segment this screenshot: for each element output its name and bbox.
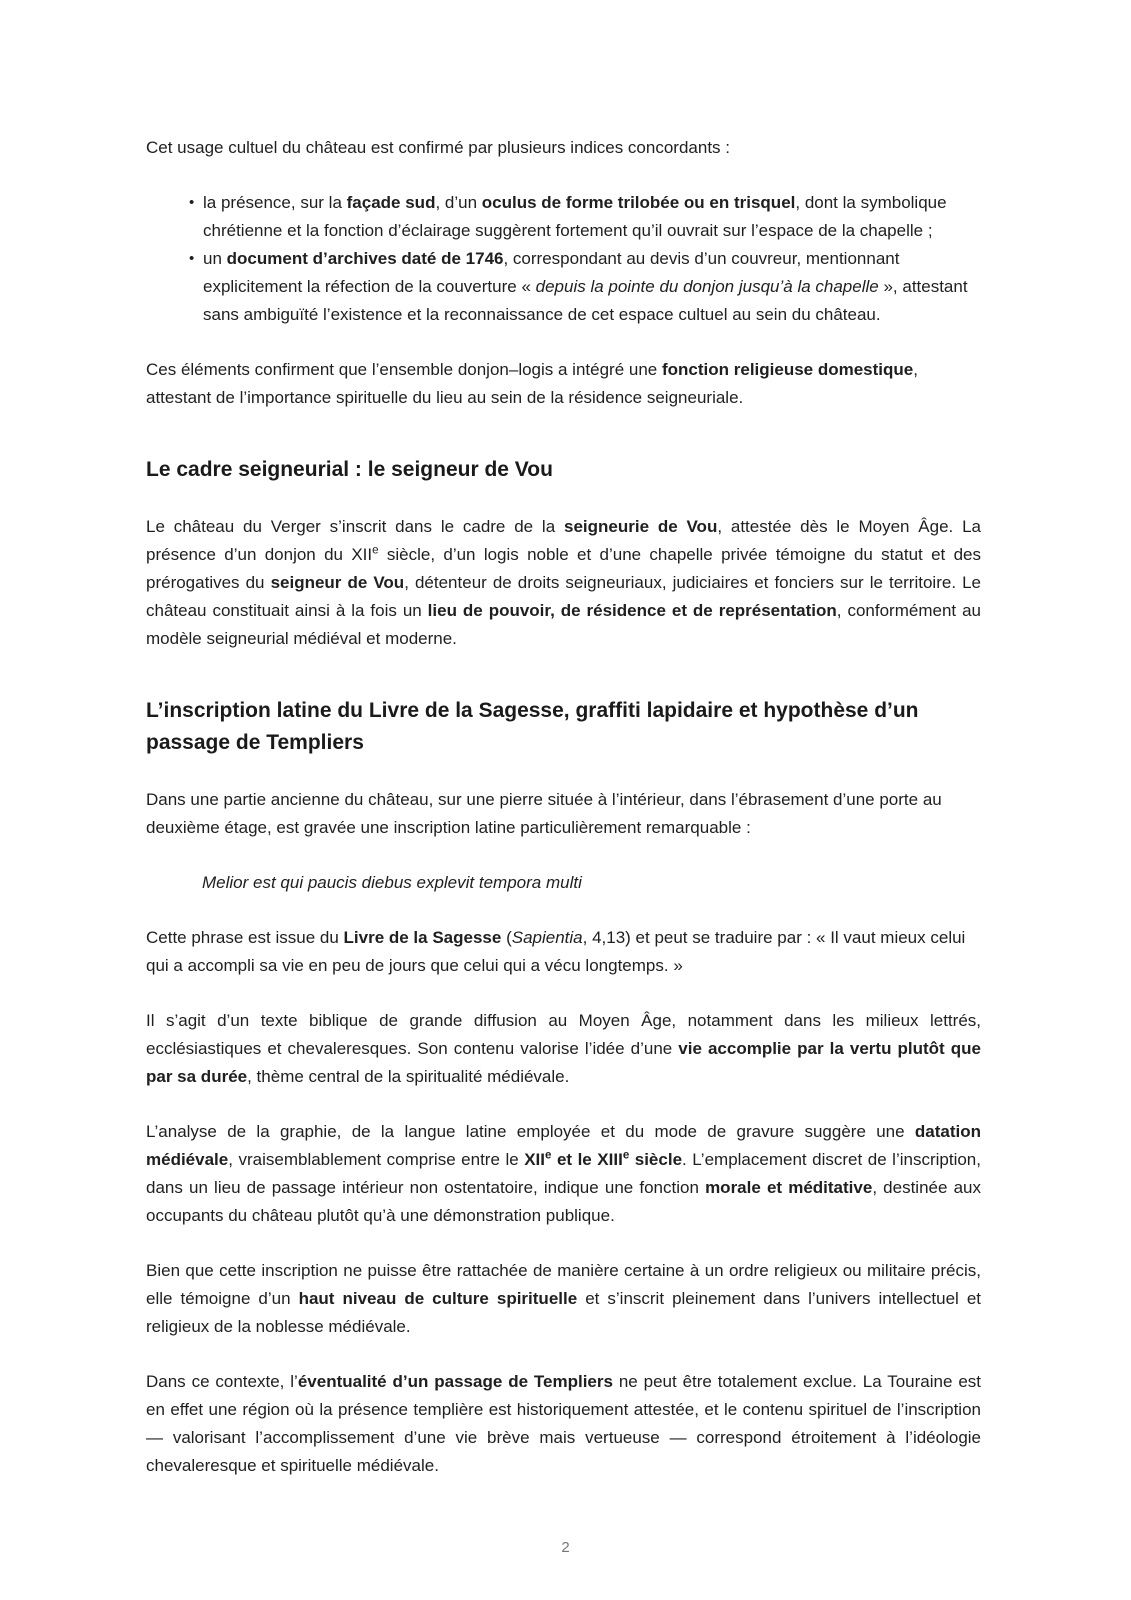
templiers-paragraph <box>146 1368 981 1480</box>
text-run: siècle <box>629 1150 683 1169</box>
text-run: Le château du Verger s’inscrit dans le cadre de la <box>146 517 564 536</box>
text-run: morale et méditative <box>705 1178 873 1197</box>
text-run: ( <box>501 928 512 947</box>
text-run: L’inscription latine du Livre de la Sagesse, graffiti lapidaire et hypothèse d’un passage de Templiers <box>146 699 919 754</box>
text-run: haut niveau de culture spirituelle <box>298 1289 578 1308</box>
text-run: Sapientia <box>511 928 583 947</box>
text-run: seigneurie de Vou <box>563 517 718 536</box>
text-run: ne peut être totalement exclue. La Touraine est en effet une région où la présence templière est historiquement attestée, et le contenu spirituel de l’inscription — valorisant l’accomplissement d’une vie brève mais vertueuse — correspond étroitement à l’idéologie chevaleresque et spirituelle médiévale. <box>146 1372 981 1475</box>
text-run: et s’inscrit pleinement dans l’univers intellectuel et religieux de la noblesse médiévale. <box>146 1289 981 1336</box>
text-run: Ces éléments confirment que l’ensemble donjon–logis a intégré une <box>146 360 662 379</box>
datation-paragraph <box>146 1118 981 1230</box>
text-run: , destinée aux occupants du château plutôt qu’à une démonstration publique. <box>146 1178 982 1225</box>
culture-spirituelle-paragraph <box>146 1257 981 1341</box>
text-run: fonction religieuse domestique <box>661 360 914 379</box>
text-run: Bien que cette inscription ne puisse être rattachée de manière certaine à un ordre religieux ou militaire précis, elle témoigne d’un <box>146 1261 981 1308</box>
text-run: et le XIII <box>551 1150 623 1169</box>
section-heading-cadre-seigneurial <box>146 454 981 486</box>
inscription-intro-paragraph <box>146 786 981 842</box>
text-run: Cet usage cultuel du château est confirmé par plusieurs indices concordants : <box>146 138 730 157</box>
text-run: Dans ce contexte, l’ <box>146 1372 298 1391</box>
evidence-bullet-list <box>146 189 981 329</box>
text-run: Livre de la Sagesse <box>343 928 502 947</box>
seigneurie-paragraph <box>146 513 981 653</box>
text-run: , conformément au modèle seigneurial médiéval et moderne. <box>146 601 981 648</box>
text-run: . L’emplacement discret de l’inscription, dans un lieu de passage intérieur non ostentatoire, indique une fonction <box>146 1150 981 1197</box>
text-run: e <box>545 1149 552 1162</box>
text-run: la présence, sur la <box>203 193 347 212</box>
text-run: document d’archives daté de 1746 <box>226 249 504 268</box>
text-run: , thème central de la spiritualité médiévale. <box>247 1067 570 1086</box>
text-run: », attestant sans ambiguïté l’existence et la reconnaissance de cet espace cultuel au sein du château. <box>203 277 968 324</box>
text-run: , correspondant au devis d’un couvreur, mentionnant explicitement la réfection de la couverture « <box>203 249 900 296</box>
text-run: e <box>372 544 379 557</box>
text-run: , dont la symbolique chrétienne et la fonction d’éclairage suggèrent fortement qu’il ouvrait sur l’espace de la chapelle ; <box>203 193 947 240</box>
latin-quote <box>146 869 981 897</box>
text-run: éventualité d’un passage de Templiers <box>297 1372 613 1391</box>
bullet-item <box>203 189 981 245</box>
section-heading-inscription-latine <box>146 695 981 759</box>
text-run: depuis la pointe du donjon jusqu’à la chapelle <box>535 277 879 296</box>
text-run: e <box>622 1149 630 1162</box>
text-run: Cette phrase est issue du <box>146 928 344 947</box>
bullet-item <box>203 245 981 329</box>
texte-biblique-paragraph <box>146 1007 981 1091</box>
text-run: , attestée dès le Moyen Âge. La présence d’un donjon du XII <box>146 517 981 564</box>
text-run: , vraisemblablement comprise entre le <box>228 1150 525 1169</box>
text-run: seigneur de Vou <box>270 573 405 592</box>
page-number: 2 <box>561 1539 570 1556</box>
text-run: lieu de pouvoir, de résidence et de représentation <box>427 601 837 620</box>
text-run: XII <box>524 1150 545 1169</box>
text-run: datation médiévale <box>146 1122 981 1169</box>
intro-paragraph <box>146 134 981 162</box>
text-run: , d’un <box>435 193 482 212</box>
text-run: , détenteur de droits seigneuriaux, judiciaires et fonciers sur le territoire. Le château constituait ainsi à la fois un <box>146 573 981 620</box>
text-run: Melior est qui paucis diebus explevit tempora multi <box>202 873 582 892</box>
text-run: vie accomplie par la vertu plutôt que par sa durée <box>146 1039 981 1086</box>
text-run: Dans une partie ancienne du château, sur une pierre située à l’intérieur, dans l’ébrasement d’une porte au deuxième étage, est gravée une inscription latine particulièrement remarquable : <box>146 790 942 837</box>
text-run: façade sud <box>346 193 436 212</box>
text-run: , attestant de l’importance spirituelle du lieu au sein de la résidence seigneuriale. <box>146 360 918 407</box>
text-run: Le cadre seigneurial : le seigneur de Vou <box>146 458 553 481</box>
text-run: oculus de forme trilobée ou en trisquel <box>481 193 796 212</box>
text-run: siècle, d’un logis noble et d’une chapelle privée témoigne du statut et des prérogatives du <box>146 545 981 592</box>
sagesse-translation-paragraph <box>146 924 981 980</box>
conclusion-cultuel-paragraph <box>146 356 981 412</box>
text-run: un <box>203 249 227 268</box>
text-run: , 4,13) et peut se traduire par : « Il vaut mieux celui qui a accompli sa vie en peu de jours que celui qui a vécu longtemps. » <box>146 928 966 975</box>
text-run: L’analyse de la graphie, de la langue latine employée et du mode de gravure suggère une <box>146 1122 915 1141</box>
text-run: Il s’agit d’un texte biblique de grande diffusion au Moyen Âge, notamment dans les milieux lettrés, ecclésiastiques et chevaleresques. Son contenu valorise l’idée d’une <box>146 1011 981 1058</box>
